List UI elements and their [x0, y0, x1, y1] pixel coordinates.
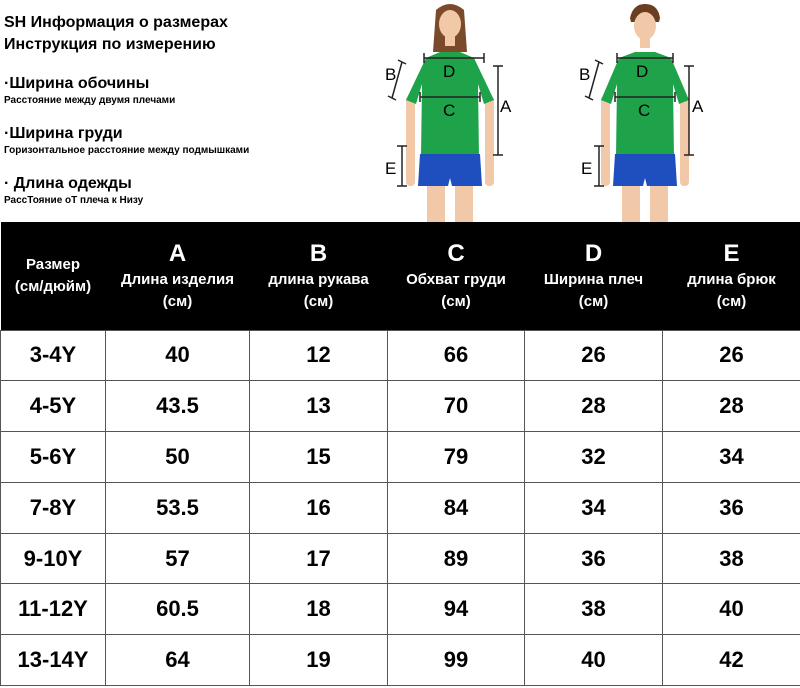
- column-unit: (см): [441, 292, 471, 310]
- table-cell: 34: [525, 482, 663, 533]
- shoulder-width-desc: Расстояние между двумя плечами: [4, 95, 176, 106]
- size-column-header: [1, 222, 106, 330]
- girl-measurement-figure: [380, 0, 520, 222]
- table-cell: 12: [250, 330, 388, 381]
- table-cell: 17: [250, 533, 388, 584]
- table-cell: 57: [106, 533, 250, 584]
- column-header-d: [525, 222, 663, 330]
- column-unit: (см): [716, 292, 747, 310]
- column-letter: A: [168, 239, 187, 267]
- size-chart-table: [0, 222, 800, 686]
- table-cell: 32: [525, 432, 663, 483]
- table-cell: 50: [106, 432, 250, 483]
- boy-label-a: A: [692, 97, 704, 116]
- size-cell: 13-14Y: [1, 635, 106, 686]
- column-label: длина рукава: [268, 270, 369, 288]
- table-cell: 13: [250, 381, 388, 432]
- table-cell: 42: [663, 635, 800, 686]
- table-cell: 38: [525, 584, 663, 635]
- column-header-b: [250, 222, 388, 330]
- table-cell: 99: [388, 635, 525, 686]
- table-cell: 19: [250, 635, 388, 686]
- boy-label-e: E: [581, 159, 593, 178]
- table-cell: 26: [525, 330, 663, 381]
- size-cell: 5-6Y: [1, 432, 106, 483]
- measurement-instructions: [4, 0, 384, 208]
- column-header-e: [663, 222, 800, 330]
- column-unit: (см): [303, 292, 334, 310]
- table-cell: 43.5: [106, 381, 250, 432]
- column-label: длина брюк: [687, 270, 776, 288]
- girl-label-a: A: [500, 97, 512, 116]
- boy-label-c: C: [638, 101, 651, 120]
- garment-length-desc: РассТояние оТ плеча к Низу: [4, 195, 144, 206]
- chest-width-heading: ·Ширина груди: [4, 125, 123, 142]
- chest-width-desc: Горизонтальное расстояние между подмышками: [4, 145, 250, 156]
- size-cell: 7-8Y: [1, 482, 106, 533]
- size-cell: 9-10Y: [1, 533, 106, 584]
- garment-length-heading: · Длина одежды: [4, 175, 132, 192]
- size-cell: 3-4Y: [1, 330, 106, 381]
- table-cell: 34: [663, 432, 800, 483]
- column-label: Длина изделия: [120, 270, 235, 288]
- table-cell: 16: [250, 482, 388, 533]
- table-cell: 26: [663, 330, 800, 381]
- shoulder-width-heading: ·Ширина обочины: [4, 75, 150, 92]
- column-header-c: [388, 222, 525, 330]
- table-cell: 36: [663, 482, 800, 533]
- size-info-panel: [0, 0, 800, 222]
- table-cell: 70: [388, 381, 525, 432]
- table-cell: 66: [388, 330, 525, 381]
- girl-label-c: C: [443, 101, 456, 120]
- table-cell: 40: [106, 330, 250, 381]
- table-row: [1, 330, 800, 381]
- table-cell: 40: [663, 584, 800, 635]
- table-cell: 28: [525, 381, 663, 432]
- table-cell: 40: [525, 635, 663, 686]
- column-letter: E: [723, 239, 740, 267]
- size-cell: 11-12Y: [1, 584, 106, 635]
- column-label: Обхват груди: [406, 270, 506, 288]
- boy-label-d: D: [636, 62, 649, 81]
- info-title: SH Информация о размерах: [4, 14, 228, 31]
- table-header-row: [1, 222, 800, 330]
- column-unit: (см): [162, 292, 193, 310]
- table-cell: 53.5: [106, 482, 250, 533]
- table-cell: 36: [525, 533, 663, 584]
- table-cell: 18: [250, 584, 388, 635]
- table-row: [1, 533, 800, 584]
- size-cell: 4-5Y: [1, 381, 106, 432]
- table-row: [1, 381, 800, 432]
- table-cell: 38: [663, 533, 800, 584]
- table-row: [1, 482, 800, 533]
- size-header-label: Размер: [25, 255, 81, 273]
- table-cell: 79: [388, 432, 525, 483]
- column-letter: B: [309, 239, 328, 267]
- table-row: [1, 432, 800, 483]
- info-subtitle: Инструкция по измерению: [4, 36, 216, 53]
- table-row: [1, 584, 800, 635]
- girl-label-e: E: [385, 159, 397, 178]
- table-cell: 94: [388, 584, 525, 635]
- boy-label-b: B: [579, 65, 591, 84]
- table-cell: 60.5: [106, 584, 250, 635]
- boy-measurement-figure: [575, 0, 715, 222]
- table-cell: 28: [663, 381, 800, 432]
- column-label: Ширина плеч: [543, 270, 644, 288]
- table-cell: 64: [106, 635, 250, 686]
- girl-label-b: B: [385, 65, 397, 84]
- column-header-a: [106, 222, 250, 330]
- column-letter: C: [447, 239, 465, 267]
- table-cell: 84: [388, 482, 525, 533]
- column-unit: (см): [578, 292, 609, 310]
- table-cell: 89: [388, 533, 525, 584]
- girl-label-d: D: [443, 62, 456, 81]
- table-cell: 15: [250, 432, 388, 483]
- column-letter: D: [584, 239, 603, 267]
- size-header-unit: (см/дюйм): [14, 277, 92, 295]
- table-row: [1, 635, 800, 686]
